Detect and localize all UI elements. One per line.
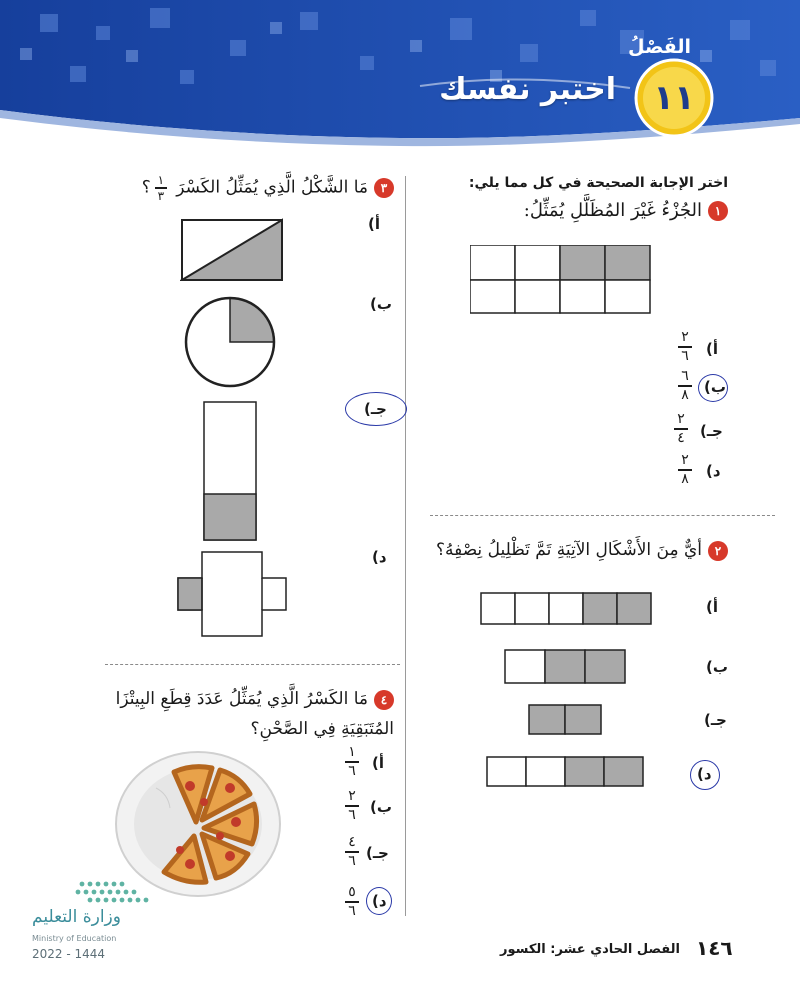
q4-option-b-label[interactable]: ب) [370,798,392,816]
q4-option-c-fraction [343,835,361,869]
q2-option-a-label[interactable]: أ) [706,598,718,616]
q2-option-b-label[interactable]: ب) [706,658,728,676]
q2-question [398,540,728,561]
q2-option-c-figure[interactable] [528,704,604,736]
q1-question [408,200,728,221]
q2-number: ٢ [708,541,728,561]
ministry-name-english: Ministry of Education [32,934,117,943]
denominator: ٦ [348,762,356,779]
q3-option-a-figure[interactable] [180,218,284,282]
q1-option-b-fraction [676,369,694,403]
denominator: ٦ [681,347,689,364]
q1-option-d-fraction [676,453,694,487]
section-divider-left [105,664,400,665]
q4-number: ٤ [374,690,394,710]
q1-option-b-label[interactable]: ب) [704,378,726,396]
instruction-text: اختر الإجابة الصحيحة في كل مما يلي: [468,175,728,191]
q4-option-c-label[interactable]: جـ) [366,844,389,862]
q2-option-c-label[interactable]: جـ) [704,711,727,729]
q4-option-d-label[interactable]: د) [372,892,387,910]
denominator: ٤ [677,429,685,446]
numerator: ٤ [348,834,356,850]
q4-option-a-fraction [343,745,361,779]
numerator: ١ [348,744,356,760]
numerator: ٢ [681,452,689,468]
numerator: ١ [157,173,165,187]
q2-option-b-figure[interactable] [504,649,630,685]
footer-chapter-title: الفصل الحادي عشر: الكسور [499,942,680,957]
ministry-logo-dots [74,878,164,908]
q1-option-a-label[interactable]: أ) [706,340,718,358]
q3-question [134,174,394,202]
q4-option-a-label[interactable]: أ) [372,754,384,772]
page-header [0,0,800,160]
q4-text-line2: المُتَبَقِيَةِ فِي الصَّحْنِ؟ [250,719,394,739]
q2-option-d-label[interactable]: د) [697,765,712,783]
page-number: ١٤٦ [696,936,733,960]
q4-option-d-fraction [343,885,361,919]
q3-option-b-label[interactable]: ب) [370,295,392,313]
q3-text: مَا الشَّكْلُ الَّذِي يُمَثِّلُ الكَسْرَ [176,177,368,198]
denominator: ٦ [348,902,356,919]
q4-text-line1: مَا الكَسْرُ الَّذِي يُمَثِّلُ عَدَدَ قِطَعِ البِيتْزَا [115,689,368,709]
q3-option-d-figure[interactable] [176,550,288,638]
q3-fraction [155,174,167,202]
q3-number: ٣ [374,178,394,198]
denominator: ٣ [157,188,165,203]
q3-question-mark: ؟ [141,177,151,198]
q2-option-d-figure[interactable] [486,756,646,788]
q1-option-a-fraction [676,330,694,364]
q1-text: الجُزْءُ غَيْرَ المُظَلَّلِ يُمَثِّلُ: [523,200,702,221]
q4-question [94,684,394,744]
q1-option-d-label[interactable]: د) [706,462,721,480]
page-title: اختبر نفسك [439,72,616,107]
q1-option-c-fraction [672,412,690,446]
q1-option-c-label[interactable]: جـ) [700,422,723,440]
denominator: ٨ [681,470,689,487]
chapter-number: ١١ [653,78,695,118]
denominator: ٨ [681,386,689,403]
numerator: ٢ [677,411,685,427]
numerator: ٦ [681,368,689,384]
q3-option-b-figure[interactable] [182,296,278,388]
numerator: ٥ [348,884,356,900]
q1-grid-figure [470,245,660,315]
ministry-name-arabic: وزارة التعليم [32,907,121,927]
denominator: ٦ [348,806,356,823]
q4-option-b-fraction [343,789,361,823]
edition-year: 2022 - 1444 [32,947,106,961]
q1-number: ١ [708,201,728,221]
chapter-word: الفَصْلُ [628,36,692,58]
section-divider-right [430,515,775,516]
denominator: ٦ [348,852,356,869]
q3-option-c-figure[interactable] [202,400,258,542]
numerator: ٢ [681,329,689,345]
pizza-plate-image [112,748,284,898]
q2-option-a-figure[interactable] [480,592,660,626]
q3-option-a-label[interactable]: أ) [368,215,380,233]
q3-option-d-label[interactable]: د) [372,548,387,566]
q2-text: أيٌّ مِنَ الأَشْكَالِ الآتِيَةِ تَمَّ تَظْلِيلُ نِصْفِهُ؟ [435,540,702,560]
numerator: ٢ [348,788,356,804]
q3-option-c-label[interactable]: جـ) [364,400,387,418]
